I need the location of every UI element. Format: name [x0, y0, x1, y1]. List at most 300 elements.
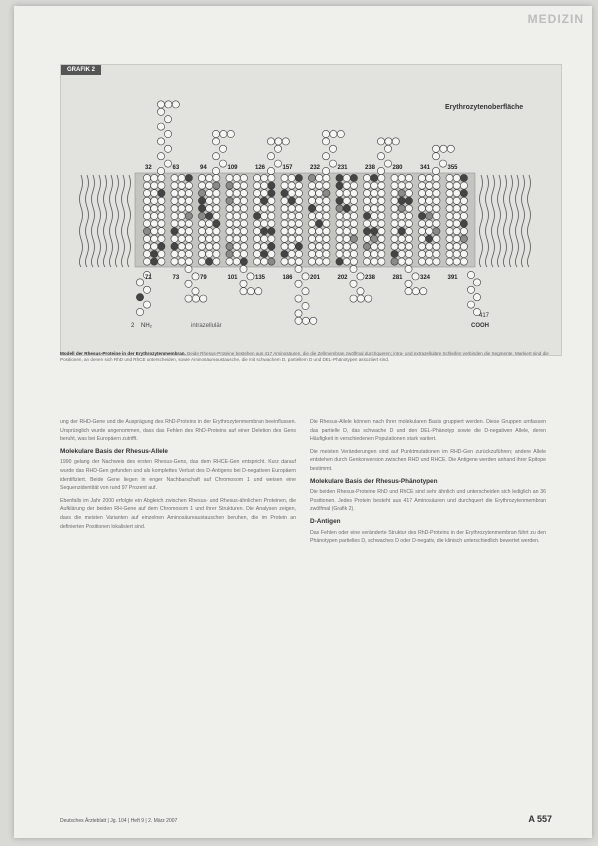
amino-acid-residue — [240, 243, 247, 250]
amino-acid-residue — [350, 235, 357, 242]
amino-acid-residue — [316, 250, 323, 257]
page — [14, 6, 592, 838]
amino-acid-residue — [377, 153, 384, 160]
amino-acid-residue — [171, 243, 178, 250]
amino-acid-residue — [363, 205, 370, 212]
amino-acid-residue — [433, 250, 440, 257]
amino-acid-residue — [398, 243, 405, 250]
amino-acid-residue — [329, 160, 336, 167]
amino-acid-residue — [350, 190, 357, 197]
amino-acid-residue — [268, 197, 275, 204]
amino-acid-residue — [240, 220, 247, 227]
amino-acid-residue — [433, 174, 440, 181]
amino-acid-residue — [171, 174, 178, 181]
amino-acid-residue — [432, 145, 439, 152]
amino-acid-residue — [206, 235, 213, 242]
amino-acid-residue — [467, 301, 474, 308]
paragraph: Die Rhesus-Allele können nach ihrer molekularen Basis gruppiert werden. Diese Gruppen umfassen das partielle D, das schwache D und den DEL-Phänotyp sowie die D-negativen Allele, deren Häufigkeit in verschiedenen Populationen stark variiert. — [310, 419, 546, 443]
amino-acid-residue — [336, 228, 343, 235]
amino-acid-residue — [233, 258, 240, 265]
amino-acid-residue — [433, 182, 440, 189]
amino-acid-residue — [261, 243, 268, 250]
amino-acid-residue — [261, 258, 268, 265]
amino-acid-residue — [336, 212, 343, 219]
amino-acid-residue — [185, 197, 192, 204]
amino-acid-residue — [295, 220, 302, 227]
position-number-top: 280 — [392, 165, 403, 171]
amino-acid-residue — [227, 130, 234, 137]
amino-acid-residue — [226, 212, 233, 219]
amino-acid-residue — [198, 250, 205, 257]
amino-acid-residue — [426, 182, 433, 189]
amino-acid-residue — [157, 167, 164, 174]
amino-acid-residue — [295, 310, 302, 317]
position-number-top: 32 — [145, 165, 152, 171]
amino-acid-residue — [391, 220, 398, 227]
section-heading: D-Antigen — [310, 517, 341, 525]
amino-acid-residue — [261, 220, 268, 227]
amino-acid-residue — [418, 220, 425, 227]
amino-acid-residue — [151, 174, 158, 181]
amino-acid-residue — [418, 197, 425, 204]
amino-acid-residue — [178, 220, 185, 227]
amino-acid-residue — [473, 279, 480, 286]
amino-acid-residue — [371, 228, 378, 235]
amino-acid-residue — [412, 273, 419, 280]
amino-acid-residue — [391, 235, 398, 242]
amino-acid-residue — [439, 160, 446, 167]
amino-acid-residue — [206, 174, 213, 181]
amino-acid-residue — [446, 190, 453, 197]
amino-acid-residue — [391, 250, 398, 257]
amino-acid-residue — [308, 228, 315, 235]
amino-acid-residue — [310, 317, 317, 324]
amino-acid-residue — [460, 212, 467, 219]
amino-acid-residue — [426, 190, 433, 197]
amino-acid-residue — [240, 235, 247, 242]
amino-acid-residue — [172, 101, 179, 108]
amino-acid-residue — [363, 182, 370, 189]
amino-acid-residue — [316, 243, 323, 250]
amino-acid-residue — [378, 220, 385, 227]
amino-acid-residue — [226, 190, 233, 197]
amino-acid-residue — [316, 258, 323, 265]
amino-acid-residue — [213, 212, 220, 219]
amino-acid-residue — [198, 197, 205, 204]
amino-acid-residue — [253, 205, 260, 212]
amino-acid-residue — [432, 167, 439, 174]
amino-acid-residue — [185, 190, 192, 197]
amino-acid-residue — [453, 220, 460, 227]
amino-acid-residue — [350, 243, 357, 250]
amino-acid-residue — [323, 205, 330, 212]
amino-acid-residue — [200, 295, 207, 302]
text-column-left — [60, 418, 296, 535]
lipid-left — [80, 175, 131, 267]
amino-acid-residue — [460, 228, 467, 235]
amino-acid-residue — [329, 145, 336, 152]
amino-acid-residue — [453, 243, 460, 250]
amino-acid-residue — [171, 182, 178, 189]
amino-acid-residue — [426, 220, 433, 227]
amino-acid-residue — [371, 235, 378, 242]
amino-acid-residue — [281, 258, 288, 265]
amino-acid-residue — [405, 197, 412, 204]
amino-acid-residue — [336, 258, 343, 265]
amino-acid-residue — [288, 174, 295, 181]
amino-acid-residue — [213, 228, 220, 235]
amino-acid-residue — [295, 295, 302, 302]
amino-acid-residue — [261, 190, 268, 197]
amino-acid-residue — [253, 258, 260, 265]
amino-acid-residue — [261, 212, 268, 219]
lipid-wave — [104, 175, 107, 267]
amino-acid-residue — [460, 197, 467, 204]
amino-acid-residue — [288, 228, 295, 235]
amino-acid-residue — [219, 145, 226, 152]
amino-acid-residue — [412, 288, 419, 295]
amino-acid-residue — [178, 205, 185, 212]
amino-acid-residue — [418, 174, 425, 181]
position-number-bottom: 324 — [420, 275, 431, 281]
amino-acid-residue — [350, 258, 357, 265]
amino-acid-residue — [343, 197, 350, 204]
amino-acid-residue — [308, 190, 315, 197]
amino-acid-residue — [268, 250, 275, 257]
amino-acid-residue — [343, 205, 350, 212]
amino-acid-residue — [268, 174, 275, 181]
amino-acid-residue — [336, 220, 343, 227]
amino-acid-residue — [178, 182, 185, 189]
position-number-top: 126 — [255, 165, 266, 171]
amino-acid-residue — [158, 190, 165, 197]
amino-acid-residue — [164, 160, 171, 167]
amino-acid-residue — [405, 190, 412, 197]
amino-acid-residue — [143, 258, 150, 265]
amino-acid-residue — [274, 160, 281, 167]
amino-acid-residue — [240, 288, 247, 295]
amino-acid-residue — [171, 220, 178, 227]
amino-acid-residue — [171, 205, 178, 212]
amino-acid-residue — [378, 182, 385, 189]
amino-acid-residue — [316, 190, 323, 197]
amino-acid-residue — [453, 235, 460, 242]
amino-acid-residue — [151, 235, 158, 242]
amino-acid-residue — [426, 228, 433, 235]
amino-acid-residue — [426, 250, 433, 257]
amino-acid-residue — [473, 294, 480, 301]
lipid-wave — [128, 175, 131, 267]
lipid-wave — [480, 175, 483, 267]
amino-acid-residue — [288, 243, 295, 250]
amino-acid-residue — [158, 220, 165, 227]
lipid-wave — [80, 175, 83, 267]
amino-acid-residue — [295, 258, 302, 265]
amino-acid-residue — [405, 174, 412, 181]
amino-acid-residue — [136, 279, 143, 286]
amino-acid-residue — [371, 243, 378, 250]
amino-acid-residue — [363, 243, 370, 250]
amino-acid-residue — [185, 250, 192, 257]
amino-acid-residue — [143, 243, 150, 250]
amino-acid-residue — [178, 190, 185, 197]
amino-acid-residue — [253, 197, 260, 204]
amino-acid-residue — [281, 190, 288, 197]
amino-acid-residue — [185, 228, 192, 235]
paragraph: Das Fehlen oder eine veränderte Struktur des RhD-Proteins in der Erythrozytenmembran führt zu den Phänotypen partielles D, schwaches D oder D-negativ, die klinisch unterschiedlich bewertet werden. — [310, 529, 546, 545]
amino-acid-residue — [433, 212, 440, 219]
amino-acid-residue — [460, 205, 467, 212]
amino-acid-residue — [288, 220, 295, 227]
amino-acid-residue — [143, 182, 150, 189]
amino-acid-residue — [343, 235, 350, 242]
amino-acid-residue — [178, 212, 185, 219]
amino-acid-residue — [426, 174, 433, 181]
position-number-bottom: 135 — [255, 275, 266, 281]
amino-acid-residue — [198, 220, 205, 227]
amino-acid-residue — [377, 167, 384, 174]
amino-acid-residue — [378, 174, 385, 181]
amino-acid-residue — [295, 317, 302, 324]
lipid-wave — [504, 175, 507, 267]
amino-acid-residue — [143, 250, 150, 257]
amino-acid-residue — [253, 182, 260, 189]
position-number-bottom: 391 — [447, 275, 458, 281]
amino-acid-residue — [446, 205, 453, 212]
amino-acid-residue — [143, 235, 150, 242]
amino-acid-residue — [226, 197, 233, 204]
lipid-wave — [486, 175, 489, 267]
amino-acid-residue — [164, 116, 171, 123]
amino-acid-residue — [213, 250, 220, 257]
amino-acid-residue — [350, 174, 357, 181]
amino-acid-residue — [363, 220, 370, 227]
paragraph: Die meisten Veränderungen sind auf Punktmutationen im RHD-Gen zurückzuführen; andere Allele entstehen durch Genkonversion zwischen RHD und RHCE. Die Antigene werden anhand ihrer Epitope bestimmt. — [310, 448, 546, 472]
caption-body: Beide Rhesus-Proteine bestehen aus 417 Aminosäuren, die die Zellmembran zwölfmal durchqueren; intra- und extrazelluläre Schleifen verbinden die Segmente. Markiert sind die Positionen, an denen sich RhD und RhCE unterscheiden, sowie Aminosäureaustausche, die mit schwachem D, partiellem D und DEL-Phänotypen assoziiert sind. — [60, 351, 549, 362]
amino-acid-residue — [391, 197, 398, 204]
amino-acid-residue — [371, 212, 378, 219]
amino-acid-residue — [398, 205, 405, 212]
amino-acid-residue — [206, 228, 213, 235]
amino-acid-residue — [302, 273, 309, 280]
amino-acid-residue — [213, 220, 220, 227]
amino-acid-residue — [392, 138, 399, 145]
amino-acid-residue — [302, 288, 309, 295]
amino-acid-residue — [185, 295, 192, 302]
amino-acid-residue — [143, 286, 150, 293]
lipid-right — [480, 175, 531, 267]
amino-acid-residue — [460, 243, 467, 250]
amino-acid-residue — [143, 174, 150, 181]
amino-acid-residue — [398, 228, 405, 235]
amino-acid-residue — [268, 243, 275, 250]
amino-acid-residue — [198, 243, 205, 250]
amino-acid-residue — [460, 220, 467, 227]
amino-acid-residue — [158, 212, 165, 219]
cooh-label: COOH — [471, 323, 489, 329]
amino-acid-residue — [336, 235, 343, 242]
amino-acid-residue — [308, 182, 315, 189]
amino-acid-residue — [460, 182, 467, 189]
amino-acid-residue — [418, 190, 425, 197]
amino-acid-residue — [433, 197, 440, 204]
amino-acid-residue — [157, 108, 164, 115]
amino-acid-residue — [206, 250, 213, 257]
amino-acid-residue — [185, 258, 192, 265]
amino-acid-residue — [158, 250, 165, 257]
amino-acid-residue — [433, 228, 440, 235]
amino-acid-residue — [405, 228, 412, 235]
amino-acid-residue — [281, 235, 288, 242]
amino-acid-residue — [288, 182, 295, 189]
amino-acid-residue — [453, 174, 460, 181]
amino-acid-residue — [316, 212, 323, 219]
amino-acid-residue — [398, 235, 405, 242]
amino-acid-residue — [233, 205, 240, 212]
amino-acid-residue — [378, 258, 385, 265]
amino-acid-residue — [253, 190, 260, 197]
amino-acid-residue — [151, 212, 158, 219]
amino-acid-residue — [418, 205, 425, 212]
position-number-top: 231 — [337, 165, 348, 171]
amino-acid-residue — [288, 212, 295, 219]
amino-acid-residue — [337, 130, 344, 137]
amino-acid-residue — [158, 258, 165, 265]
amino-acid-residue — [185, 280, 192, 287]
amino-acid-residue — [460, 235, 467, 242]
amino-acid-residue — [240, 280, 247, 287]
amino-acid-residue — [385, 138, 392, 145]
amino-acid-residue — [433, 220, 440, 227]
amino-acid-residue — [378, 235, 385, 242]
amino-acid-residue — [295, 182, 302, 189]
amino-acid-residue — [377, 138, 384, 145]
amino-acid-residue — [467, 271, 474, 278]
amino-acid-residue — [371, 197, 378, 204]
amino-acid-residue — [213, 258, 220, 265]
amino-acid-residue — [288, 190, 295, 197]
paragraph: ung der RHD-Gene und die Ausprägung des RhD-Proteins in der Erythrozytenmembran beeinflussen. Ursprünglich wurde angenommen, dass das Fehlen des RhD-Proteins auf einer Deletion des Gens beruht, was bei Europäern zutrifft. — [60, 419, 296, 443]
amino-acid-residue — [178, 250, 185, 257]
amino-acid-residue — [206, 212, 213, 219]
lipid-wave — [92, 175, 95, 267]
amino-acid-residue — [213, 235, 220, 242]
amino-acid-residue — [391, 205, 398, 212]
amino-acid-residue — [151, 243, 158, 250]
amino-acid-residue — [391, 190, 398, 197]
amino-acid-residue — [158, 182, 165, 189]
amino-acid-residue — [405, 212, 412, 219]
amino-acid-residue — [255, 288, 262, 295]
amino-acid-residue — [198, 174, 205, 181]
amino-acid-residue — [206, 243, 213, 250]
amino-acid-residue — [371, 182, 378, 189]
page-number: A 557 — [528, 814, 552, 824]
amino-acid-residue — [261, 205, 268, 212]
amino-acid-residue — [363, 174, 370, 181]
lipid-wave — [98, 175, 101, 267]
amino-acid-residue — [212, 138, 219, 145]
amino-acid-residue — [192, 295, 199, 302]
amino-acid-residue — [226, 220, 233, 227]
amino-acid-residue — [151, 205, 158, 212]
amino-acid-residue — [418, 258, 425, 265]
amino-acid-residue — [213, 197, 220, 204]
amino-acid-residue — [323, 174, 330, 181]
amino-acid-residue — [178, 228, 185, 235]
position-number-top: 355 — [447, 165, 458, 171]
amino-acid-residue — [185, 243, 192, 250]
amino-acid-residue — [261, 250, 268, 257]
amino-acid-residue — [323, 190, 330, 197]
amino-acid-residue — [323, 250, 330, 257]
nh2-label: NH₂ — [141, 323, 152, 329]
amino-acid-residue — [330, 130, 337, 137]
amino-acid-residue — [433, 205, 440, 212]
position-number-top: 232 — [310, 165, 321, 171]
amino-acid-residue — [378, 190, 385, 197]
amino-acid-residue — [219, 160, 226, 167]
amino-acid-residue — [158, 205, 165, 212]
amino-acid-residue — [378, 250, 385, 257]
amino-acid-residue — [268, 212, 275, 219]
amino-acid-residue — [253, 250, 260, 257]
amino-acid-residue — [433, 190, 440, 197]
amino-acid-residue — [143, 212, 150, 219]
amino-acid-residue — [261, 235, 268, 242]
amino-acid-residue — [213, 205, 220, 212]
amino-acid-residue — [323, 212, 330, 219]
membrane-diagram — [61, 65, 561, 355]
amino-acid-residue — [220, 130, 227, 137]
position-number-bottom: 71 — [145, 275, 152, 281]
amino-acid-residue — [460, 250, 467, 257]
amino-acid-residue — [233, 243, 240, 250]
amino-acid-residue — [446, 174, 453, 181]
amino-acid-residue — [143, 220, 150, 227]
amino-acid-residue — [288, 258, 295, 265]
amino-acid-residue — [391, 174, 398, 181]
amino-acid-residue — [350, 205, 357, 212]
amino-acid-residue — [384, 145, 391, 152]
lipid-wave — [86, 175, 89, 267]
amino-acid-residue — [164, 130, 171, 137]
amino-acid-residue — [212, 130, 219, 137]
position-number-bottom: 73 — [172, 275, 180, 281]
top-position-numbers — [145, 165, 458, 171]
amino-acid-residue — [233, 197, 240, 204]
position-number-bottom: 202 — [337, 275, 348, 281]
amino-acid-residue — [343, 190, 350, 197]
amino-acid-residue — [350, 250, 357, 257]
amino-acid-residue — [268, 205, 275, 212]
amino-acid-residue — [418, 182, 425, 189]
amino-acid-residue — [308, 235, 315, 242]
amino-acid-residue — [253, 212, 260, 219]
section-heading: Molekulare Basis der Rhesus-Allele — [60, 447, 168, 455]
amino-acid-residue — [363, 235, 370, 242]
section-label: MEDIZIN — [527, 12, 584, 26]
journal-footer: Deutsches Ärzteblatt | Jg. 104 | Heft 9 | 2. März 2007 — [60, 818, 178, 824]
amino-acid-residue — [281, 174, 288, 181]
amino-acid-residue — [158, 228, 165, 235]
amino-acid-residue — [143, 197, 150, 204]
amino-acid-residue — [171, 190, 178, 197]
amino-acid-residue — [398, 258, 405, 265]
amino-acid-residue — [308, 212, 315, 219]
amino-acid-residue — [323, 243, 330, 250]
amino-acid-residue — [405, 205, 412, 212]
